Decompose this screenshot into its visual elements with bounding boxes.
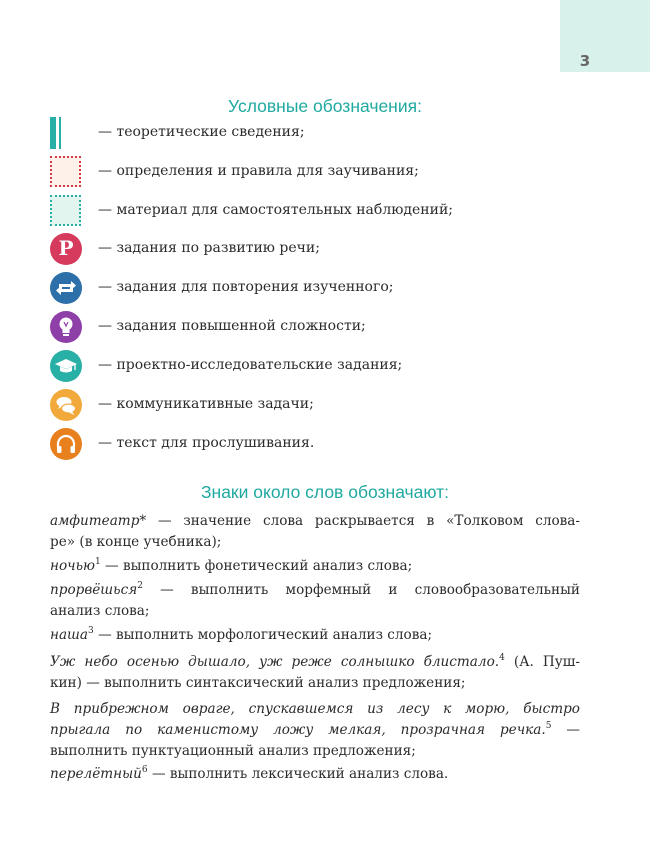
legend-text: — задания для повторения изученного; <box>98 279 394 295</box>
definition-box-icon <box>50 156 82 188</box>
legend-item-theory <box>50 117 610 151</box>
graduation-cap-icon <box>50 350 82 382</box>
sign-punctuation-paragraph: В прибрежном овраге, спускавшемся из лесу к морю, быстро прыгала по каменистому ложу мелкая, прозрачная речка.$^5$ — выполнить пунктуационный анализ предложения; <box>50 701 580 759</box>
legend-item-difficult <box>50 311 610 345</box>
example-sentence: Уж небо осенью дышало, уж реже солнышко блистало. <box>50 654 500 670</box>
legend-text: — определения и правила для заучивания; <box>98 163 419 179</box>
example-word: наша <box>50 627 89 643</box>
sign-morpheme-paragraph: прорвёшься$^2$ — выполнить морфемный и словообразовательный анализ слова; <box>50 581 580 619</box>
theory-bars-icon <box>50 117 82 149</box>
example-sentence: прыгала по каменистому ложу мелкая, прозрачная речка. <box>50 722 546 738</box>
legend-item-speech <box>50 233 610 267</box>
legend-text: — задания повышенной сложности; <box>98 318 366 334</box>
legend-title: Условные обозначения: <box>228 96 422 116</box>
sign-asterisk-paragraph: амфитеатр* — значение слова раскрывается в «Толковом слова- ре» (в конце учебника); <box>50 513 580 550</box>
sign-phonetic-paragraph: ночью$^1$ — выполнить фонетический анализ слова; <box>50 557 413 574</box>
repeat-arrows-icon <box>50 272 82 304</box>
legend-text: — теоретические сведения; <box>98 124 305 140</box>
speech-p-letter: Р <box>58 236 74 260</box>
lightbulb-icon <box>50 311 82 343</box>
example-word: перелётный <box>50 766 142 782</box>
legend-item-definitions <box>50 156 610 190</box>
sign-syntax-paragraph: Уж небо осенью дышало, уж реже солнышко блистало.$^4$ (А. Пуш- кин) — выполнить синтаксический анализ предложения; <box>50 653 580 691</box>
example-word: прорвёшься <box>50 582 138 598</box>
legend-text: — материал для самостоятельных наблюдений; <box>98 202 454 218</box>
sign-morphology-paragraph: наша$^3$ — выполнить морфологический анализ слова; <box>50 626 433 643</box>
page-number: 3 <box>579 52 591 70</box>
legend-item-observations <box>50 195 610 229</box>
speech-p-icon <box>50 233 82 265</box>
headphones-icon <box>50 428 82 460</box>
legend-text: — задания по развитию речи; <box>98 240 320 256</box>
legend-text: — проектно-исследовательские задания; <box>98 357 403 373</box>
sign-lexical-paragraph: перелётный$^6$ — выполнить лексический анализ слова. <box>50 765 449 782</box>
legend-text: — коммуникативные задачи; <box>98 396 314 412</box>
speech-bubbles-icon <box>50 389 82 421</box>
observation-box-icon <box>50 195 82 227</box>
legend-item-project <box>50 350 610 384</box>
legend-item-communicative <box>50 389 610 423</box>
legend-item-repeat <box>50 272 610 306</box>
example-word: амфитеатр* <box>50 513 147 529</box>
legend-text: — текст для прослушивания. <box>98 435 315 451</box>
example-word: ночью <box>50 558 95 574</box>
signs-title: Знаки около слов обозначают: <box>200 482 450 502</box>
legend-item-listening <box>50 428 610 462</box>
